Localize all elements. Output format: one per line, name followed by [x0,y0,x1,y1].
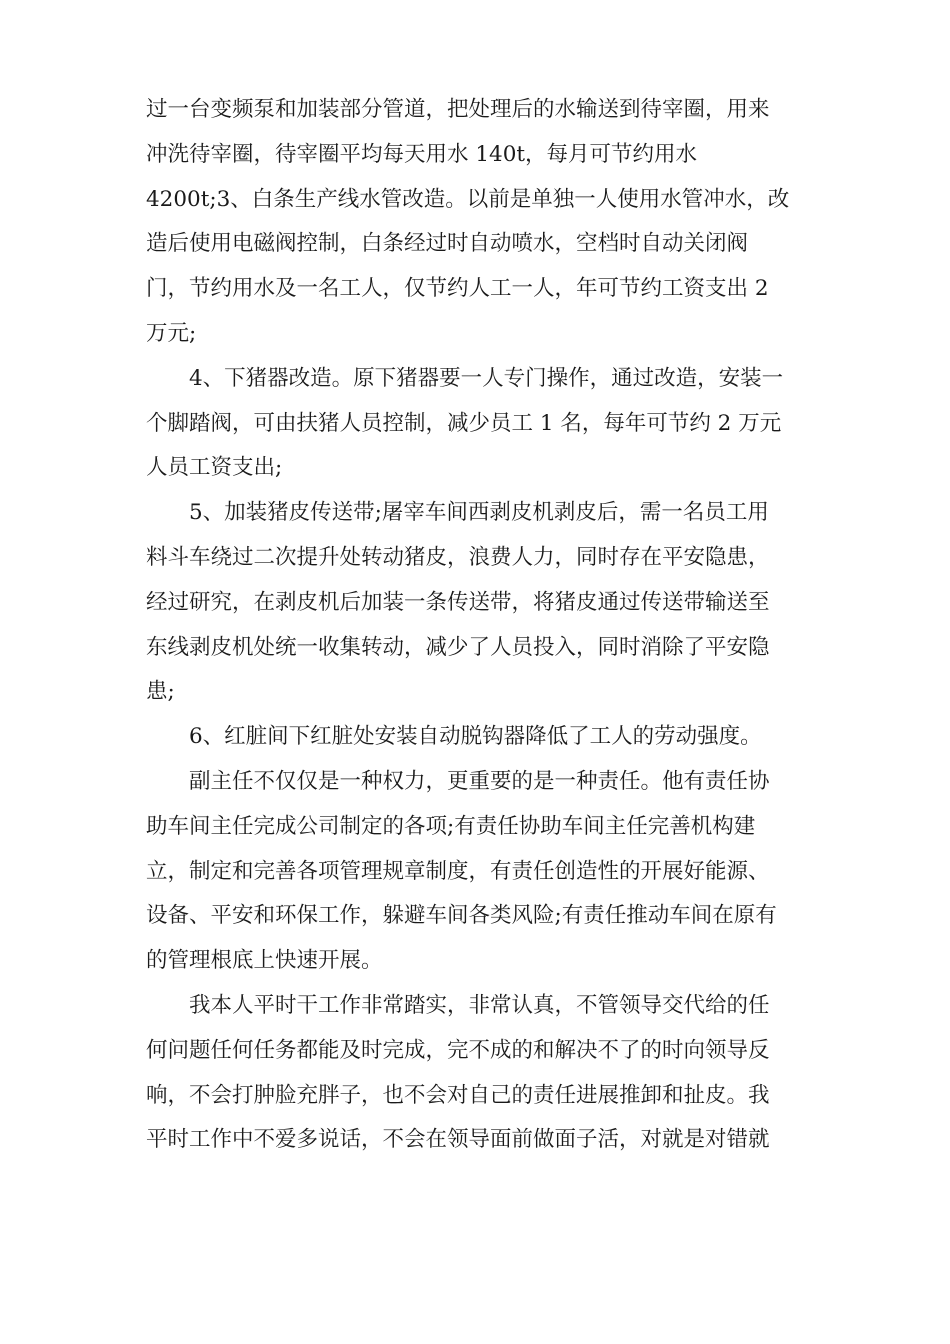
text-line: 助车间主任完成公司制定的各项;有责任协助车间主任完善机构建 [146,813,756,839]
text-line: 立，制定和完善各项管理规章制度，有责任创造性的开展好能源、 [146,858,770,884]
text-line: 平时工作中不爱多说话，不会在领导面前做面子活，对就是对错就 [146,1127,770,1153]
text-line: 设备、平安和环保工作，躲避车间各类风险;有责任推动车间在原有 [146,903,777,929]
text-line: 东线剥皮机处统一收集转动，减少了人员投入，同时消除了平安隐 [146,634,770,660]
text-line: 门，节约用水及一名工人，仅节约人工一人，年可节约工资支出 2 [146,276,769,302]
text-line: 造后使用电磁阀控制，白条经过时自动喷水，空档时自动关闭阀 [146,231,749,257]
text-line: 过一台变频泵和加装部分管道，把处理后的水输送到待宰圈，用来 [146,97,770,122]
document-body [146,88,812,1163]
text-line: 响，不会打肿脸充胖子，也不会对自己的责任进展推卸和扯皮。我 [146,1082,770,1108]
text-line: 4200t;3、白条生产线水管改造。以前是单独一人使用水管冲水，改 [146,186,790,212]
text-line: 何问题任何任务都能及时完成，完不成的和解决不了的时向领导反 [146,1037,770,1063]
text-line: 万元; [146,320,197,346]
text-line: 人员工资支出; [146,455,283,481]
paragraph-first-line: 4、下猪器改造。原下猪器要一人专门操作，通过改造，安装一 [189,365,784,391]
paragraph-first-line: 我本人平时干工作非常踏实，非常认真，不管领导交代给的任 [189,992,770,1018]
text-line: 患; [146,679,175,705]
text-line: 的管理根底上快速开展。 [146,948,383,974]
text-line: 冲洗待宰圈，待宰圈平均每天用水 140t，每月可节约用水 [146,141,698,167]
paragraph-first-line: 5、加装猪皮传送带;屠宰车间西剥皮机剥皮后，需一名员工用 [189,500,769,526]
paragraph-first-line: 副主任不仅仅是一种权力，更重要的是一种责任。他有责任协 [189,768,770,794]
paragraph-first-line: 6、红脏间下红脏处安装自动脱钩器降低了工人的劳动强度。 [189,724,762,750]
text-line: 个脚踏阀，可由扶猪人员控制，减少员工 1 名，每年可节约 2 万元 [146,410,782,436]
text-line: 料斗车绕过二次提升处转动猪皮，浪费人力，同时存在平安隐患， [146,544,770,570]
text-line: 经过研究，在剥皮机后加装一条传送带，将猪皮通过传送带输送至 [146,589,770,615]
